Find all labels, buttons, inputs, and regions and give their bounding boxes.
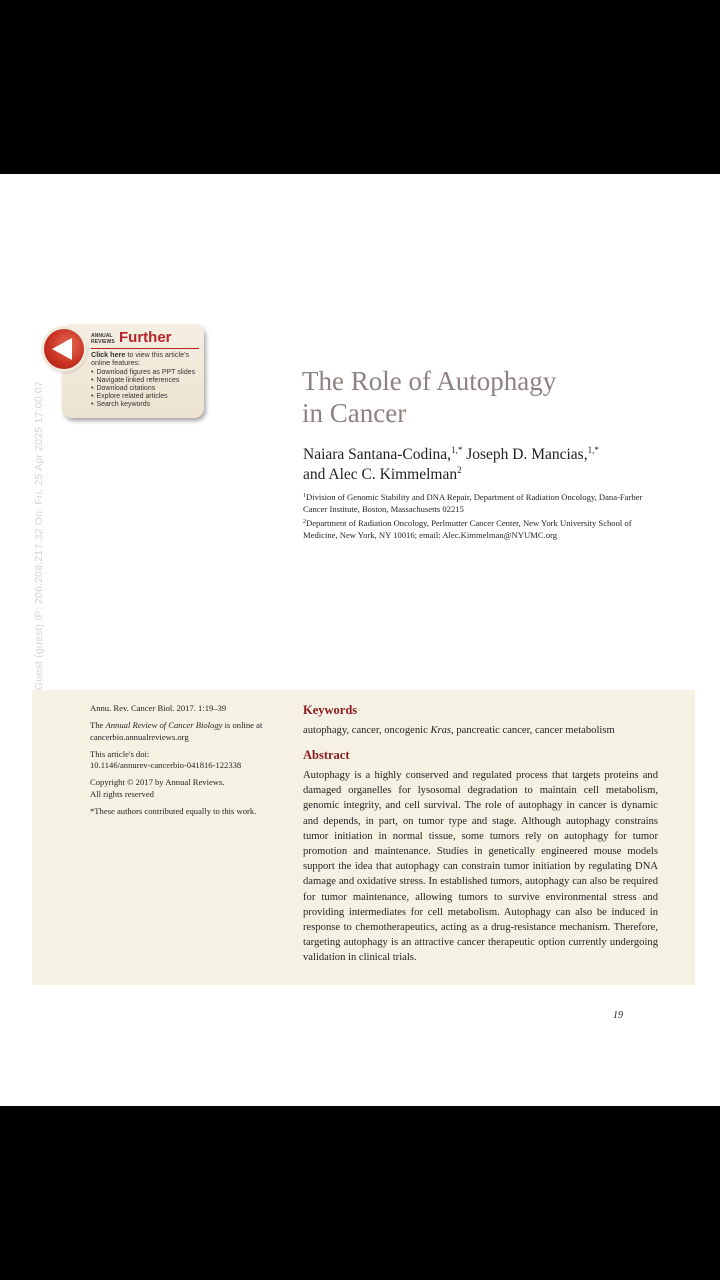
abstract-text: Autophagy is a highly conserved and regulated process that targets proteins and damaged organelles for lysosomal degradation to maintain cell metabolism, genomic integrity, and cell survival. The role of autophagy in cancer is dynamic and depends, in part, on tumor type and stage. Although autophagy constrains tumor initiation in normal tissue, some tumors rely on autophagy for tumor promotion and maintenance. Studies in genetically engineered mouse models support the idea that autophagy can constrain tumor initiation by regulating DNA damage and oxidative stress. In established tumors, autophagy can also be required for tumor maintenance, allowing tumors to survive environmental stress and providing intermediates for cell metabolism. Autophagy can also be induced in response to chemotherapeutics, acting as a drug-resistance mechanism. Therefore, targeting autophagy is an attractive cancer therapeutic option currently undergoing validation in clinical trials. xyxy=(303,770,658,964)
author-name: Joseph D. Mancias, xyxy=(462,446,588,463)
doi-label: This article's doi: xyxy=(90,748,150,759)
article-info-sidebar xyxy=(90,703,290,823)
keywords-post: , pancreatic cancer, cancer metabolism xyxy=(451,725,615,736)
affiliation-mark: 1 xyxy=(303,493,306,499)
further-online-features-box[interactable] xyxy=(62,324,204,418)
back-arrow-circle-icon[interactable] xyxy=(44,329,84,369)
click-here-text[interactable] xyxy=(91,351,203,367)
keywords-list xyxy=(303,724,663,738)
abstract-heading: Abstract xyxy=(303,748,350,762)
further-divider xyxy=(91,348,199,349)
click-here-description: to view this article's online features: xyxy=(91,350,190,368)
author-affiliation-mark: 2 xyxy=(457,465,462,475)
features-list xyxy=(91,369,195,409)
copyright: Copyright © 2017 by Annual Reviews. xyxy=(90,777,225,787)
rights: All rights reserved xyxy=(90,788,154,799)
click-here-link[interactable]: Click here xyxy=(91,350,126,359)
further-header xyxy=(91,331,172,345)
affiliation-1 xyxy=(303,491,643,515)
feature-item: • Explore related articles xyxy=(91,393,195,401)
download-watermark: Guest (guest) IP: 206.208.217.32 On: Fri, 25 Apr 2025 17:00:07 xyxy=(33,381,45,690)
keyword-kras: Kras xyxy=(430,725,452,736)
affiliation-mark: 2 xyxy=(303,519,306,525)
affiliation-text: Department of Radiation Oncology, Perlmutter Cancer Center, New York University School of Medicine, New York, NY 10016; email: Alec.Kimmelman@NYUMC.org xyxy=(303,518,632,540)
title-line-2: in Cancer xyxy=(302,398,407,428)
brand-line-reviews: REVIEWS xyxy=(91,338,115,345)
author-affiliation-mark: 1,* xyxy=(587,445,599,455)
feature-item: • Search keywords xyxy=(91,401,195,409)
author-name: and Alec C. Kimmelman xyxy=(303,466,458,483)
equal-contribution-note: *These authors contributed equally to this work. xyxy=(90,805,257,816)
title-line-1: The Role of Autophagy xyxy=(302,366,557,396)
journal-name: Annual Review of Cancer Biology xyxy=(105,720,223,730)
author-name: Naiara Santana-Codina, xyxy=(303,446,452,463)
further-title: Further xyxy=(119,329,172,346)
play-left-triangle-icon xyxy=(52,338,72,360)
feature-item: • Navigate linked references xyxy=(91,377,195,385)
affiliation-text: Division of Genomic Stability and DNA Repair, Department of Radiation Oncology, Dana-Farber Cancer Institute, Boston, Massachusetts 02215 xyxy=(303,492,643,514)
keywords-heading: Keywords xyxy=(303,703,358,717)
online-pre: The xyxy=(90,720,106,730)
affiliation-2 xyxy=(303,517,643,541)
author-list xyxy=(303,445,643,485)
author-affiliation-mark: 1,* xyxy=(451,445,463,455)
citation: Annu. Rev. Cancer Biol. 2017. 1:19–39 xyxy=(90,703,227,713)
doi-value[interactable]: 10.1146/annurev-cancerbio-041816-122338 xyxy=(90,760,242,770)
article-title xyxy=(302,365,632,429)
annual-reviews-logo xyxy=(91,334,117,345)
keywords-pre: autophagy, cancer, oncogenic xyxy=(303,725,431,736)
online-availability xyxy=(90,720,290,743)
doi-block xyxy=(90,749,290,772)
feature-item: • Download citations xyxy=(91,385,195,393)
copyright-block xyxy=(90,777,290,800)
online-url-text[interactable]: is online at cancerbio.annualreviews.org xyxy=(90,720,263,742)
feature-item: • Download figures as PPT slides xyxy=(91,369,195,377)
brand-line-annual: ANNUAL xyxy=(91,333,113,339)
page-number: 19 xyxy=(613,1010,623,1021)
